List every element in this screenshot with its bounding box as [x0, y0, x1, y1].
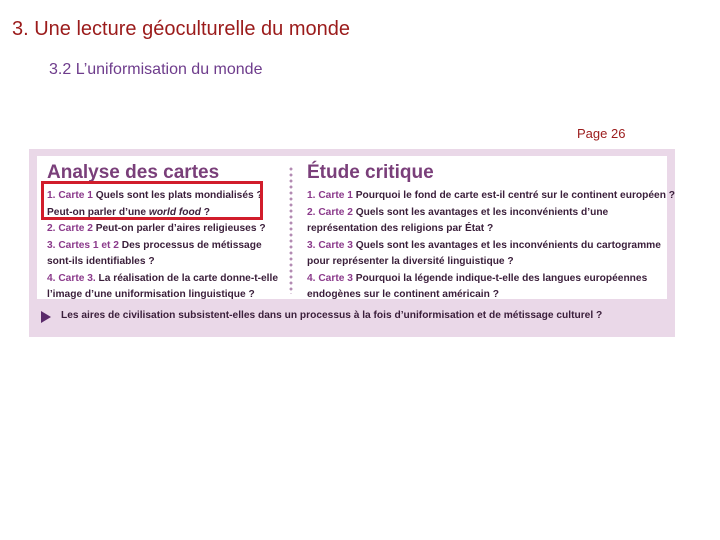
critical-question-3-cont — [307, 254, 667, 271]
conclusion-bar — [37, 305, 667, 329]
question-text: pour représenter la diversité linguistique ? — [307, 256, 514, 267]
slide-subtitle: 3.2 L’uniformisation du monde — [49, 61, 263, 78]
critical-study-column — [307, 162, 675, 304]
critical-study-heading: Étude critique — [307, 162, 434, 183]
question-number: 2. Carte 2 — [307, 206, 353, 218]
question-number: 3. Carte 3 — [307, 239, 353, 251]
critical-question-3 — [307, 238, 667, 255]
question-text: endogènes sur le continent américain ? — [307, 289, 499, 300]
question-text: Peut-on parler d’une — [47, 206, 149, 218]
critical-question-4-cont — [307, 287, 667, 304]
analysis-question-4-cont — [47, 287, 295, 304]
page-reference: Page 26 — [577, 126, 626, 141]
column-divider — [289, 166, 293, 294]
exercise-panel — [37, 156, 675, 300]
question-text: La réalisation de la carte donne-t-elle — [95, 272, 278, 284]
analysis-question-4 — [47, 271, 295, 288]
critical-question-4 — [307, 271, 667, 288]
question-text: Quels sont les plats mondialisés ? — [92, 190, 263, 201]
question-text: l’image d’une uniformisation linguistique ? — [47, 289, 255, 300]
question-text: sont-ils identifiables ? — [47, 256, 155, 267]
analysis-question-2 — [47, 221, 295, 238]
critical-question-2-cont — [307, 221, 667, 238]
question-number: 3. Cartes 1 et 2 — [47, 239, 119, 251]
analysis-question-3-cont — [47, 254, 295, 271]
question-number: 4. Carte 3 — [307, 272, 353, 284]
analysis-question-3 — [47, 238, 295, 255]
highlight-frame — [41, 181, 263, 220]
question-text: Quels sont les avantages et les inconvénients d’une — [352, 206, 609, 218]
question-text: ? — [200, 206, 211, 218]
analysis-heading: Analyse des cartes — [47, 162, 220, 183]
exercise-document — [29, 149, 675, 337]
slide-title: 3. Une lecture géoculturelle du monde — [12, 18, 350, 40]
play-arrow-icon — [41, 311, 51, 323]
question-text: Quels sont les avantages et les inconvénients du cartogramme — [352, 239, 661, 251]
question-number: 4. Carte 3. — [47, 272, 96, 284]
question-text: Des processus de métissage — [118, 239, 262, 251]
question-text: Pourquoi la légende indique-t-elle des langues européennes — [352, 272, 648, 284]
question-text: Peut-on parler d’aires religieuses ? — [92, 223, 266, 234]
question-text: Pourquoi le fond de carte est-il centré sur le continent européen ? — [352, 190, 675, 201]
question-text: représentation des religions par État ? — [307, 223, 494, 234]
question-number: 2. Carte 2 — [47, 223, 93, 234]
question-number: 1. Carte 1 — [307, 190, 353, 201]
conclusion-question: Les aires de civilisation subsistent-elles dans un processus à la fois d’uniformisation et de métissage culturel ? — [61, 310, 603, 321]
question-emphasis: world food — [148, 206, 201, 218]
critical-question-1 — [307, 188, 675, 205]
critical-question-2 — [307, 205, 667, 222]
question-number: 1. Carte 1 — [47, 190, 93, 201]
